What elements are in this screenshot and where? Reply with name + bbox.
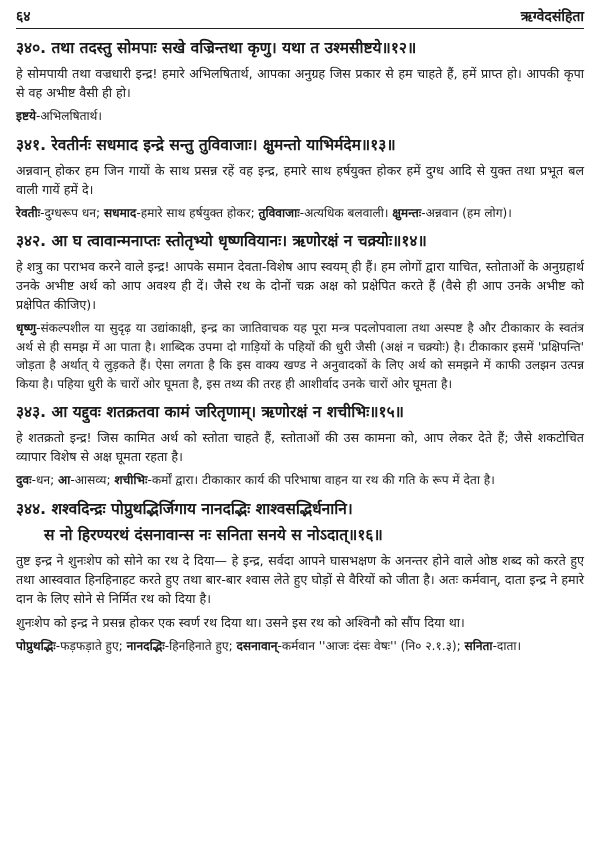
gloss-definition: -कर्मों द्वारा। टीकाकार कार्य की परिभाषा वाहन या रथ की गति के रूप में देता है। [147, 473, 495, 487]
gloss-definition: -अत्यधिक बलवाली। [299, 205, 393, 220]
verse-line: ३४१. रेवतीर्नः सधमाद इन्द्रे सन्तु तुविवाजाः। क्षुमन्तो याभिर्मदेम॥१३॥ [16, 135, 396, 154]
gloss-definition: -फड़फड़ाते हुए; [55, 638, 127, 653]
gloss-definition: -धन; [31, 473, 59, 487]
glossary-note [16, 637, 584, 656]
gloss-term: क्षुमन्तः [392, 205, 422, 220]
header-rule [16, 28, 584, 29]
book-title: ऋग्वेदसंहिता [520, 9, 584, 25]
glossary-note [16, 107, 584, 126]
verse-line: ३४३. आ यद्दुवः शतक्रतवा कामं जरितृणाम्। ऋणोरक्षं न शचीभिः॥१५॥ [16, 403, 404, 421]
gloss-definition: -अन्नवान (हम लोग)। [421, 205, 512, 220]
translation-paragraph: हे सोमपायी तथा वज्रधारी इन्द्र! हमारे अभिलषितार्थ, आपका अनुग्रह जिस प्रकार से हम चाहते हैं, हमें प्राप्त हो। आपकी कृपा से वह अभीष्ट वैसी ही हो। [16, 66, 584, 100]
verse-line: ३४२. आ घ त्वावान्मनाप्तः स्तोतृभ्यो धृष्णवियानः। ऋणोरक्षं न चक्र्योः॥१४॥ [16, 232, 427, 250]
gloss-definition: -हमारे साथ हर्षयुक्त होकर; [136, 205, 259, 220]
translation-paragraph: हे शतक्रतो इन्द्र! जिस कामित अर्थ को स्तोता चाहते हैं, स्तोताओं की उस कामना को, आप लेकर देते हैं; जैसे शकटोचित व्यापार विशेष से अक्ष घूमता रहता है। [16, 430, 584, 464]
page-header [16, 4, 584, 26]
verse-continuation: स नो हिरण्यरथं दंसनावान्स नः सनिता सनये स नोऽदात्॥१६॥ [44, 525, 383, 544]
gloss-term: दसनावान् [236, 638, 278, 653]
verse-line: ३४४. शश्वदिन्द्रः पोप्रुथद्भिर्जिगाय नानदद्भिः शाश्वसद्भिर्धनानि। [16, 499, 353, 518]
glossary-note [16, 204, 584, 223]
glossary-note [16, 319, 584, 393]
gloss-term: तुविवाजाः [258, 205, 300, 220]
gloss-term: दुवः [16, 473, 32, 487]
gloss-definition: -दाता। [492, 638, 522, 653]
gloss-term: शचीभिः [114, 473, 148, 487]
gloss-definition: -संकल्पशील या सुदृढ़ या उद्यांकाक्षी, इन्द्र का जातिवाचक यह पूरा मन्त्र पदलोपवाला तथा अस्पष्ट है और टीकाकार के स्वतंत्र अर्थ से ही समझ में आ पाता है। शाब्दिक उपमा दो गाड़ियों के पहियों की धुरी जैसी (अक्षं न चक्र्योः) है। टीकाकार इसमें 'प्रक्षिपन्ति' जोड़ता है अर्थात् ये लुड़कते हैं। ऐसा लगता है कि इस वाक्य खण्ड ने अनुवादकों के लिए अर्थ को समझने में काफी उलझन उत्पन्न किया है। पहिया धुरी के चारों ओर घूमता है, इस तथ्य की तरह ही आशीर्वाद उनके चारों ओर घूमता है। [16, 321, 584, 391]
gloss-term: धृष्णु [16, 321, 37, 335]
gloss-term: सधमाद [103, 205, 137, 220]
translation-paragraph: अन्नवान् होकर हम जिन गायों के साथ प्रसन्न रहें वह इन्द्र, हमारे साथ हर्षयुक्त होकर हमें दुग्ध आदि से युक्त तथा प्रभूत बल वाली गायें हमें दे। [16, 162, 584, 197]
gloss-term: पोप्रुथद्भिः [16, 638, 56, 653]
gloss-term: नानदद्भिः [126, 638, 165, 653]
gloss-term: इष्टये [16, 109, 37, 123]
page-number: ६४ [16, 9, 31, 25]
glossary-note [16, 471, 584, 490]
gloss-definition: -हिनहिनाते हुए; [164, 638, 237, 653]
gloss-term: आ [58, 473, 71, 487]
page-content [16, 37, 584, 655]
gloss-definition: -अभिलषितार्थ। [36, 109, 102, 123]
gloss-term: रेवतीः [16, 205, 41, 220]
gloss-definition: -कर्मवान ''आजः दंसः वेषः'' (नि० २.१.३); [277, 638, 465, 653]
gloss-term: सनिता [464, 638, 493, 653]
gloss-definition: -आसव्य; [70, 473, 115, 487]
translation-paragraph: शुनःशेप को इन्द्र ने प्रसन्न होकर एक स्वर्ण रथ दिया था। उसने इस रथ को अश्विनौ को सौंप दिया था। [16, 614, 465, 630]
gloss-definition: -दुग्धरूप धन; [40, 205, 104, 220]
verse-line: ३४०. तथा तदस्तु सोमपाः सखे वज्रिन्तथा कृणु। यथा त उश्मसीष्टये॥१२॥ [16, 39, 417, 57]
translation-paragraph: तुष्ट इन्द्र ने शुनःशेप को सोने का रथ दे दिया— हे इन्द्र, सर्वदा आपने घासभक्षण के अनन्तर होने वाले ओष्ठ शब्द को करते हुए तथा आस्ववात हिनहिनाहट करते हुए तथा बार-बार श्वास लेते हुए घोड़ों से वैरियों को जीता है। अतः कर्मवान्, दाता इन्द्र ने हमारे दान के लिए सोने से निर्मित रथ को दिया है। [16, 552, 584, 606]
translation-paragraph: हे शत्रु का पराभव करने वाले इन्द्र! आपके समान देवता-विशेष आप स्वयम् ही हैं। हम लोगों द्वारा याचित, स्तोताओं के अनुग्रहार्थ उनके अभीष्ट अर्थ को आप अवश्य ही दें। जैसे रथ के दोनों चक्र अक्ष को प्रक्षेपित करते हैं (वैसे ही आप उनके अभीष्ट को प्रक्षेपित कीजिए)। [16, 259, 584, 312]
